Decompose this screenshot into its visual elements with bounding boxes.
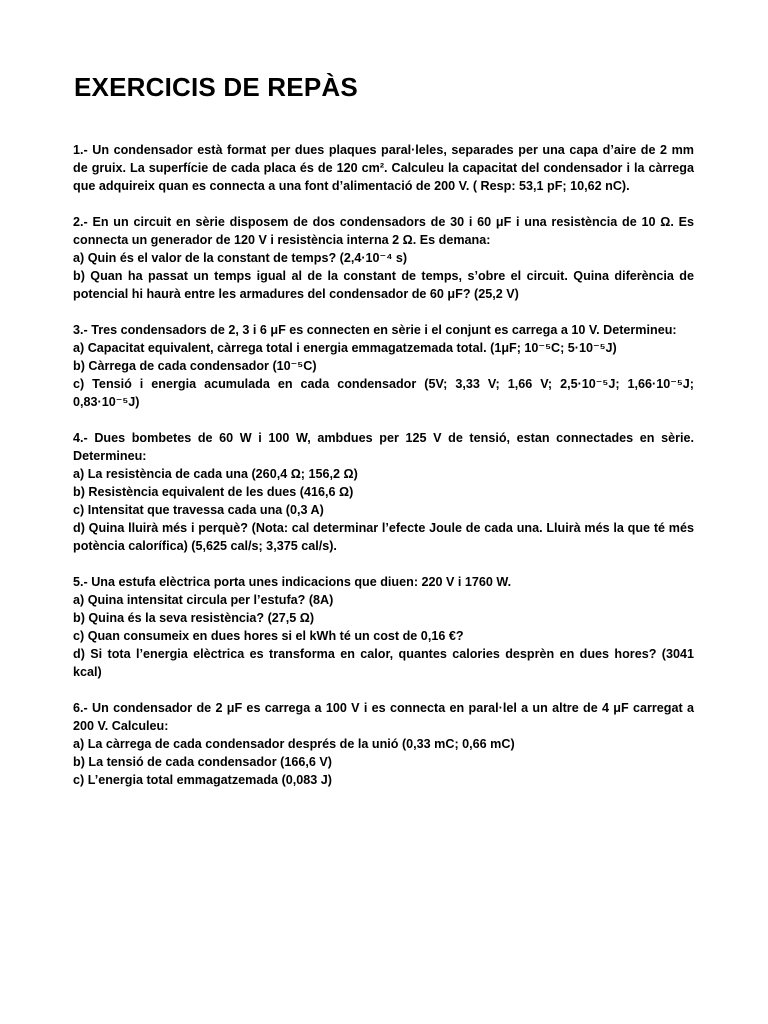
exercise-item: b) Quina és la seva resistència? (27,5 Ω) bbox=[73, 611, 315, 625]
exercise-statement: 1.- Un condensador està format per dues plaques paral·leles, separades per una capa d’aire de 2 mm de gruix. La superfície de cada placa és de 120 cm². Calculeu la capacitat del condensador i la càrrega que adquireix quan es connecta a una font d’alimentació de 200 V. ( Resp: 53,1 pF; 10,62 nC). bbox=[73, 143, 694, 193]
exercise-statement: 6.- Un condensador de 2 μF es carrega a 100 V i es connecta en paral·lel a un altre de 4 μF carregat a 200 V. Calculeu: bbox=[73, 701, 694, 733]
exercise-item: b) Càrrega de cada condensador (10⁻⁵C) bbox=[73, 359, 317, 373]
exercise-item: b) La tensió de cada condensador (166,6 V) bbox=[73, 755, 332, 769]
exercise-statement: 5.- Una estufa elèctrica porta unes indicacions que diuen: 220 V i 1760 W. bbox=[73, 575, 512, 589]
exercise-1 bbox=[73, 141, 694, 195]
exercise-6 bbox=[73, 699, 694, 789]
exercise-item: c) Tensió i energia acumulada en cada condensador (5V; 3,33 V; 1,66 V; 2,5·10⁻⁵J; 1,66·10⁻⁵J; 0,83·10⁻⁵J) bbox=[73, 377, 694, 409]
exercise-item: c) Intensitat que travessa cada una (0,3 A) bbox=[73, 503, 324, 517]
page-title: EXERCICIS DE REPÀS bbox=[74, 72, 358, 102]
exercise-list bbox=[73, 141, 694, 807]
exercise-item: a) La càrrega de cada condensador després de la unió (0,33 mC; 0,66 mC) bbox=[73, 737, 515, 751]
exercise-item: b) Resistència equivalent de les dues (416,6 Ω) bbox=[73, 485, 354, 499]
exercise-5 bbox=[73, 573, 694, 681]
exercise-item: a) La resistència de cada una (260,4 Ω; 156,2 Ω) bbox=[73, 467, 358, 481]
exercise-3 bbox=[73, 321, 694, 411]
exercise-item: c) L’energia total emmagatzemada (0,083 J) bbox=[73, 773, 332, 787]
exercise-statement: 2.- En un circuit en sèrie disposem de dos condensadors de 30 i 60 μF i una resistència de 10 Ω. Es connecta un generador de 120 V i resistència interna 2 Ω. Es demana: bbox=[73, 215, 694, 247]
exercise-2 bbox=[73, 213, 694, 303]
exercise-4 bbox=[73, 429, 694, 555]
exercise-item: d) Si tota l’energia elèctrica es transforma en calor, quantes calories desprèn en dues hores? (3041 kcal) bbox=[73, 647, 694, 679]
exercise-item: b) Quan ha passat un temps igual al de la constant de temps, s’obre el circuit. Quina diferència de potencial hi haurà entre les armadures del condensador de 60 μF? (25,2 V) bbox=[73, 269, 694, 301]
exercise-statement: 3.- Tres condensadors de 2, 3 i 6 μF es connecten en sèrie i el conjunt es carrega a 10 V. Determineu: bbox=[73, 323, 677, 337]
exercise-statement: 4.- Dues bombetes de 60 W i 100 W, ambdues per 125 V de tensió, estan connectades en sèrie. Determineu: bbox=[73, 431, 694, 463]
exercise-item: d) Quina lluirà més i perquè? (Nota: cal determinar l’efecte Joule de cada una. Lluirà més la que té més potència calorífica) (5,625 cal/s; 3,375 cal/s). bbox=[73, 521, 694, 553]
exercise-item: a) Quin és el valor de la constant de temps? (2,4·10⁻⁴ s) bbox=[73, 251, 408, 265]
exercise-item: a) Quina intensitat circula per l’estufa? (8A) bbox=[73, 593, 334, 607]
exercise-item: c) Quan consumeix en dues hores si el kWh té un cost de 0,16 €? bbox=[73, 629, 464, 643]
exercise-item: a) Capacitat equivalent, càrrega total i energia emmagatzemada total. (1μF; 10⁻⁵C; 5·10⁻⁵J) bbox=[73, 341, 617, 355]
